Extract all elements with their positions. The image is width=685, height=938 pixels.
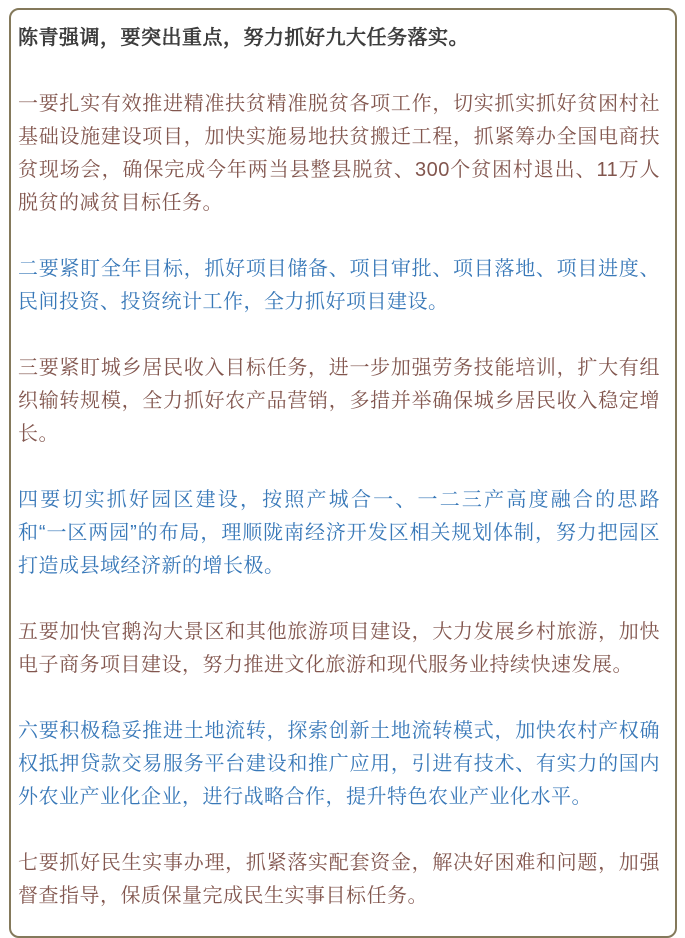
- paragraph-task-5: 五要加快官鹅沟大景区和其他旅游项目建设，大力发展乡村旅游，加快电子商务项目建设，努力推进文化旅游和现代服务业持续快速发展。: [18, 621, 660, 676]
- paragraph-task-7: 七要抓好民生实事办理，抓紧落实配套资金，解决好困难和问题，加强督查指导，保质保量完成民生实事目标任务。: [18, 852, 660, 907]
- content-frame: [9, 8, 677, 938]
- paragraph-task-3: 三要紧盯城乡居民收入目标任务，进一步加强劳务技能培训，扩大有组织输转规模，全力抓好农产品营销，多措并举确保城乡居民收入稳定增长。: [18, 357, 660, 445]
- paragraph-task-4: 四要切实抓好园区建设，按照产城合一、一二三产高度融合的思路和“一区两园”的布局，理顺陇南经济开发区相关规划体制，努力把园区打造成县域经济新的增长极。: [18, 489, 660, 577]
- paragraph-task-2: 二要紧盯全年目标，抓好项目储备、项目审批、项目落地、项目进度、民间投资、投资统计工作，全力抓好项目建设。: [18, 258, 660, 313]
- paragraph-task-1: 一要扎实有效推进精准扶贫精准脱贫各项工作，切实抓实抓好贫困村社基础设施建设项目，加快实施易地扶贫搬迁工程，抓紧筹办全国电商扶贫现场会，确保完成今年两当县整县脱贫、300个贫困村退出、11万人脱贫的减贫目标任务。: [18, 93, 660, 214]
- article-title: 陈青强调，要突出重点，努力抓好九大任务落实。: [18, 27, 469, 49]
- paragraph-task-6: 六要积极稳妥推进土地流转，探索创新土地流转模式，加快农村产权确权抵押贷款交易服务平台建设和推广应用，引进有技术、有实力的国内外农业产业化企业，进行战略合作，提升特色农业产业化水平。: [18, 720, 660, 808]
